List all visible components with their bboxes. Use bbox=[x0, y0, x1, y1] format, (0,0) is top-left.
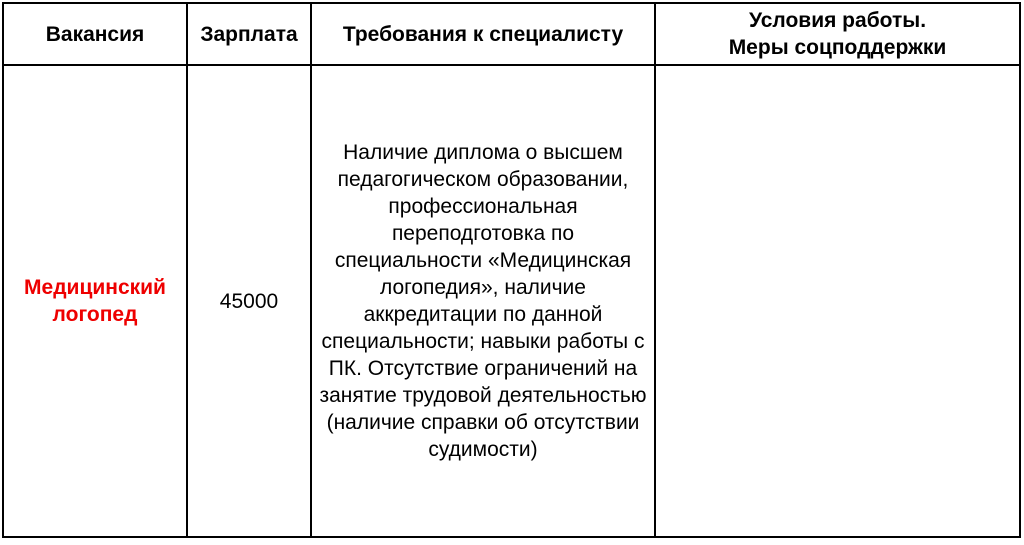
table-header-row bbox=[3, 3, 1020, 65]
cell-salary: 45000 bbox=[187, 65, 311, 537]
cell-conditions bbox=[655, 65, 1020, 537]
header-requirements: Требования к специалисту bbox=[311, 3, 655, 65]
header-vacancy: Вакансия bbox=[3, 3, 187, 65]
vacancy-table bbox=[2, 2, 1021, 538]
header-conditions-line1: Условия работы. bbox=[748, 9, 927, 32]
vacancy-name-line1: Медицинский bbox=[24, 276, 166, 299]
cell-vacancy bbox=[3, 65, 187, 537]
vacancy-name-line2: логопед bbox=[52, 303, 138, 326]
table-row bbox=[3, 65, 1020, 537]
header-salary: Зарплата bbox=[187, 3, 311, 65]
header-conditions bbox=[655, 3, 1020, 65]
cell-requirements: Наличие диплома о высшем педагогическом образовании, профессиональная переподготовка по специальности «Медицинская логопедия», наличие аккредитации по данной специальности; навыки работы с ПК. Отсутствие ограничений на занятие трудовой деятельностью (наличие справки об отсутствии судимости) bbox=[311, 65, 655, 537]
header-conditions-line2: Меры соцподдержки bbox=[728, 36, 947, 59]
